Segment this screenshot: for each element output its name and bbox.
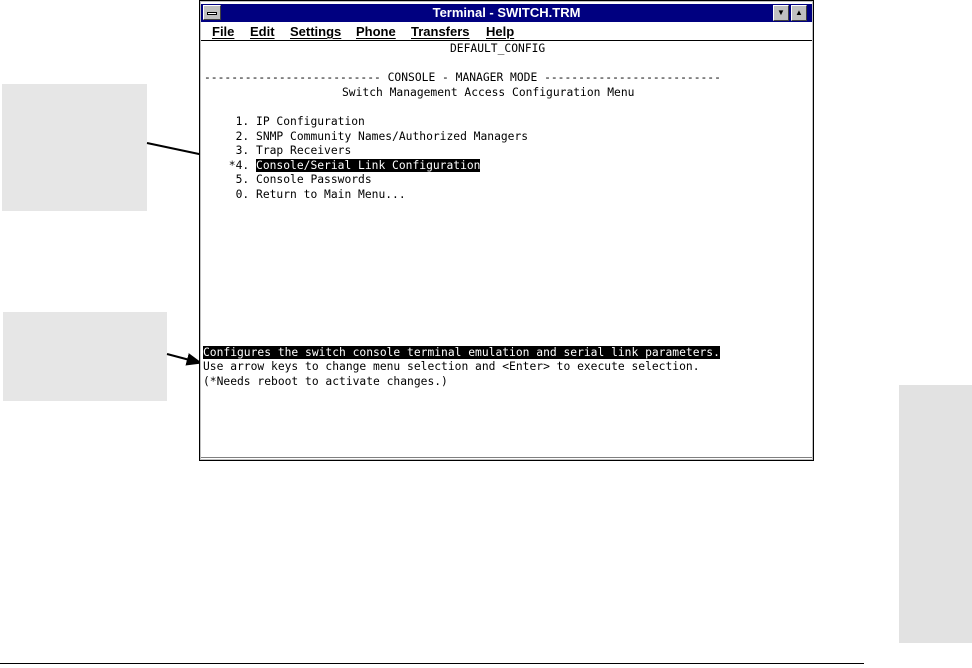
terminal-screen[interactable] bbox=[201, 41, 809, 459]
menu-item-number: 0. bbox=[235, 187, 250, 201]
menu-edit[interactable]: Edit bbox=[250, 24, 275, 39]
menu-item-marker: * bbox=[222, 158, 236, 172]
menu-help[interactable]: Help bbox=[486, 24, 515, 39]
reboot-note: (*Needs reboot to activate changes.) bbox=[203, 375, 448, 388]
menu-transfers[interactable]: Transfers bbox=[411, 24, 470, 39]
menu-item-marker bbox=[222, 130, 236, 143]
menu-item[interactable] bbox=[222, 130, 528, 143]
menu-item-marker bbox=[222, 173, 236, 186]
menu-item[interactable] bbox=[222, 173, 372, 186]
help-line bbox=[203, 346, 720, 359]
callout-arrow-help bbox=[167, 354, 201, 363]
menu-item-label: SNMP Community Names/Authorized Managers bbox=[256, 129, 529, 143]
config-name: DEFAULT_CONFIG bbox=[450, 42, 546, 55]
menu-title: Switch Management Access Configuration Menu bbox=[342, 86, 635, 99]
menu-item[interactable] bbox=[222, 159, 480, 172]
menu-item-marker bbox=[222, 144, 236, 157]
menu-item-number: 4. bbox=[235, 158, 250, 172]
menu-phone[interactable]: Phone bbox=[356, 24, 396, 39]
mode-line: -------------------------- CONSOLE - MANAGER MODE -------------------------- bbox=[204, 71, 721, 84]
menu-file[interactable]: File bbox=[212, 24, 235, 39]
instruction-line: Use arrow keys to change menu selection and <Enter> to execute selection. bbox=[203, 360, 700, 373]
menu-bar bbox=[201, 22, 812, 41]
menu-item-marker bbox=[222, 188, 236, 201]
menu-item-label: Console/Serial Link Configuration bbox=[256, 158, 481, 172]
window-title: Terminal - SWITCH.TRM bbox=[432, 5, 581, 20]
maximize-button[interactable]: ▲ bbox=[791, 5, 807, 21]
menu-item[interactable] bbox=[222, 115, 365, 128]
menu-item-label: IP Configuration bbox=[256, 115, 365, 128]
menu-item-number: 3. bbox=[235, 144, 250, 157]
menu-item-label: Return to Main Menu... bbox=[256, 187, 406, 201]
menu-item-number: 1. bbox=[235, 115, 250, 128]
menu-item-number: 2. bbox=[235, 129, 250, 143]
menu-settings[interactable]: Settings bbox=[290, 24, 342, 39]
menu-item-number: 5. bbox=[235, 173, 250, 186]
title-bar[interactable] bbox=[201, 4, 812, 22]
horizontal-scrollbar[interactable] bbox=[201, 457, 812, 458]
help-line-text: Configures the switch console terminal emulation and serial link parameters. bbox=[203, 346, 720, 359]
menu-item-marker bbox=[222, 115, 236, 128]
menu-item[interactable] bbox=[222, 144, 351, 157]
menu-item-label: Console Passwords bbox=[256, 173, 372, 186]
minimize-button[interactable]: ▼ bbox=[773, 5, 789, 21]
menu-item-label: Trap Receivers bbox=[256, 144, 352, 157]
menu-item[interactable] bbox=[222, 188, 406, 201]
terminal-window bbox=[199, 0, 814, 461]
